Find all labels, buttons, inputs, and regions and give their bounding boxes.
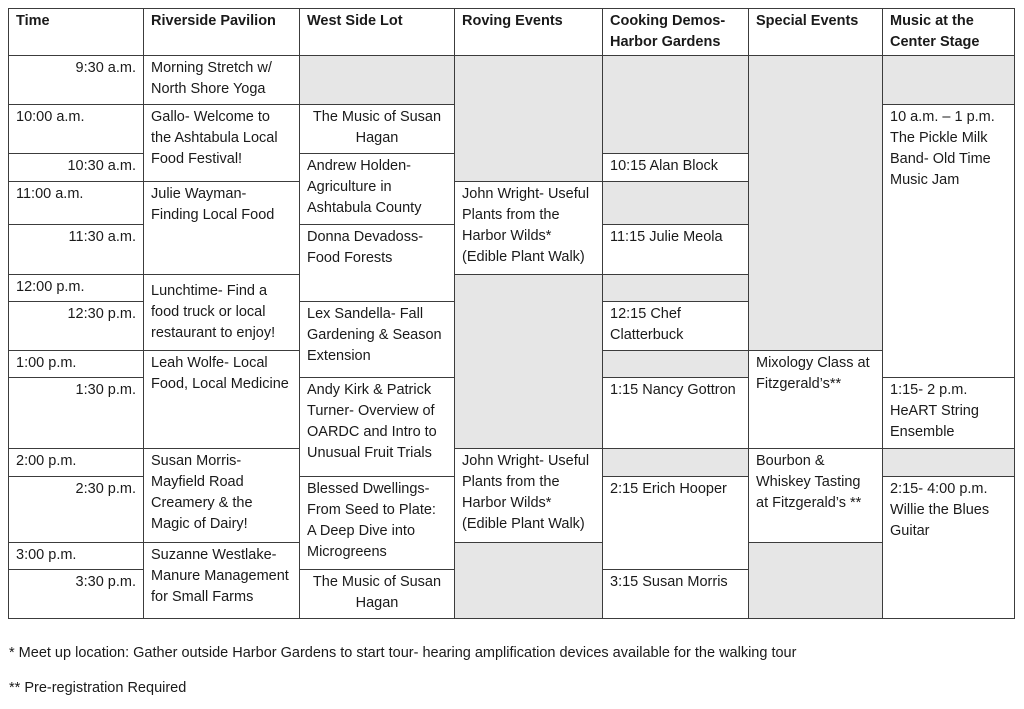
westside-event: Lex Sandella- Fall Gardening & Season Extension [300, 301, 455, 377]
riverside-event: Susan Morris- Mayfield Road Creamery & the Magic of Dairy! [144, 449, 300, 542]
empty-slot [749, 542, 883, 618]
westside-event: Andy Kirk & Patrick Turner- Overview of OARDC and Intro to Unusual Fruit Trials [300, 378, 455, 476]
empty-slot [603, 56, 749, 154]
time-cell: 12:30 p.m. [9, 301, 144, 350]
footnote-preregistration: ** Pre-registration Required [9, 680, 187, 696]
music-event: 1:15- 2 p.m. HeART String Ensemble [883, 378, 1015, 449]
time-cell: 10:30 a.m. [9, 154, 144, 181]
riverside-event: Suzanne Westlake- Manure Management for Small Farms [144, 542, 300, 618]
empty-slot [883, 56, 1015, 105]
schedule-table [8, 8, 1015, 619]
time-cell: 10:00 a.m. [9, 105, 144, 154]
riverside-event: Morning Stretch w/ North Shore Yoga [144, 56, 300, 105]
cooking-demo: 10:15 Alan Block [603, 154, 749, 181]
table-row [9, 449, 1015, 476]
time-cell: 1:00 p.m. [9, 351, 144, 378]
music-event: 2:15- 4:00 p.m. Willie the Blues Guitar [883, 476, 1015, 618]
header-row [9, 9, 1015, 56]
header-west-side-lot: West Side Lot [300, 9, 455, 56]
empty-slot [455, 542, 603, 618]
westside-event: Andrew Holden- Agriculture in Ashtabula County [300, 154, 455, 225]
special-event: Bourbon & Whiskey Tasting at Fitzgerald’s ** [749, 449, 883, 542]
riverside-event: Leah Wolfe- Local Food, Local Medicine [144, 351, 300, 449]
header-roving-events: Roving Events [455, 9, 603, 56]
empty-slot [455, 274, 603, 449]
music-event: 10 a.m. – 1 p.m. The Pickle Milk Band- Old Time Music Jam [883, 105, 1015, 378]
table-row [9, 542, 1015, 569]
header-special-events: Special Events [749, 9, 883, 56]
time-cell: 2:00 p.m. [9, 449, 144, 476]
header-music-center-stage: Music at the Center Stage [883, 9, 1015, 56]
time-cell: 1:30 p.m. [9, 378, 144, 449]
empty-slot [300, 56, 455, 105]
cooking-demo: 2:15 Erich Hooper [603, 476, 749, 569]
time-cell: 11:00 a.m. [9, 181, 144, 225]
riverside-event: Lunchtime- Find a food truck or local restaurant to enjoy! [144, 274, 300, 350]
empty-slot [603, 449, 749, 476]
header-time: Time [9, 9, 144, 56]
westside-event: The Music of Susan Hagan [300, 105, 455, 154]
time-cell: 11:30 a.m. [9, 225, 144, 274]
time-cell: 12:00 p.m. [9, 274, 144, 301]
cooking-demo: 1:15 Nancy Gottron [603, 378, 749, 449]
time-cell: 9:30 a.m. [9, 56, 144, 105]
riverside-event: Gallo- Welcome to the Ashtabula Local Food Festival! [144, 105, 300, 181]
time-cell: 2:30 p.m. [9, 476, 144, 542]
header-cooking-demos: Cooking Demos- Harbor Gardens [603, 9, 749, 56]
table-row [9, 56, 1015, 105]
special-event: Mixology Class at Fitzgerald’s** [749, 351, 883, 449]
roving-event: John Wright- Useful Plants from the Harbor Wilds* (Edible Plant Walk) [455, 181, 603, 274]
westside-event: Donna Devadoss- Food Forests [300, 225, 455, 301]
empty-slot [749, 56, 883, 351]
empty-slot [603, 274, 749, 301]
empty-slot [883, 449, 1015, 476]
time-cell: 3:00 p.m. [9, 542, 144, 569]
westside-event: The Music of Susan Hagan [300, 569, 455, 618]
time-cell: 3:30 p.m. [9, 569, 144, 618]
header-riverside-pavilion: Riverside Pavilion [144, 9, 300, 56]
cooking-demo: 11:15 Julie Meola [603, 225, 749, 274]
westside-event: Blessed Dwellings- From Seed to Plate: A Deep Dive into Microgreens [300, 476, 455, 569]
cooking-demo: 3:15 Susan Morris [603, 569, 749, 618]
empty-slot [603, 351, 749, 378]
empty-slot [455, 56, 603, 182]
footnote-meetup: * Meet up location: Gather outside Harbor Gardens to start tour- hearing amplification devices available for the walking tour [9, 645, 797, 661]
empty-slot [603, 181, 749, 225]
riverside-event: Julie Wayman- Finding Local Food [144, 181, 300, 274]
cooking-demo: 12:15 Chef Clatterbuck [603, 301, 749, 350]
roving-event: John Wright- Useful Plants from the Harbor Wilds* (Edible Plant Walk) [455, 449, 603, 542]
